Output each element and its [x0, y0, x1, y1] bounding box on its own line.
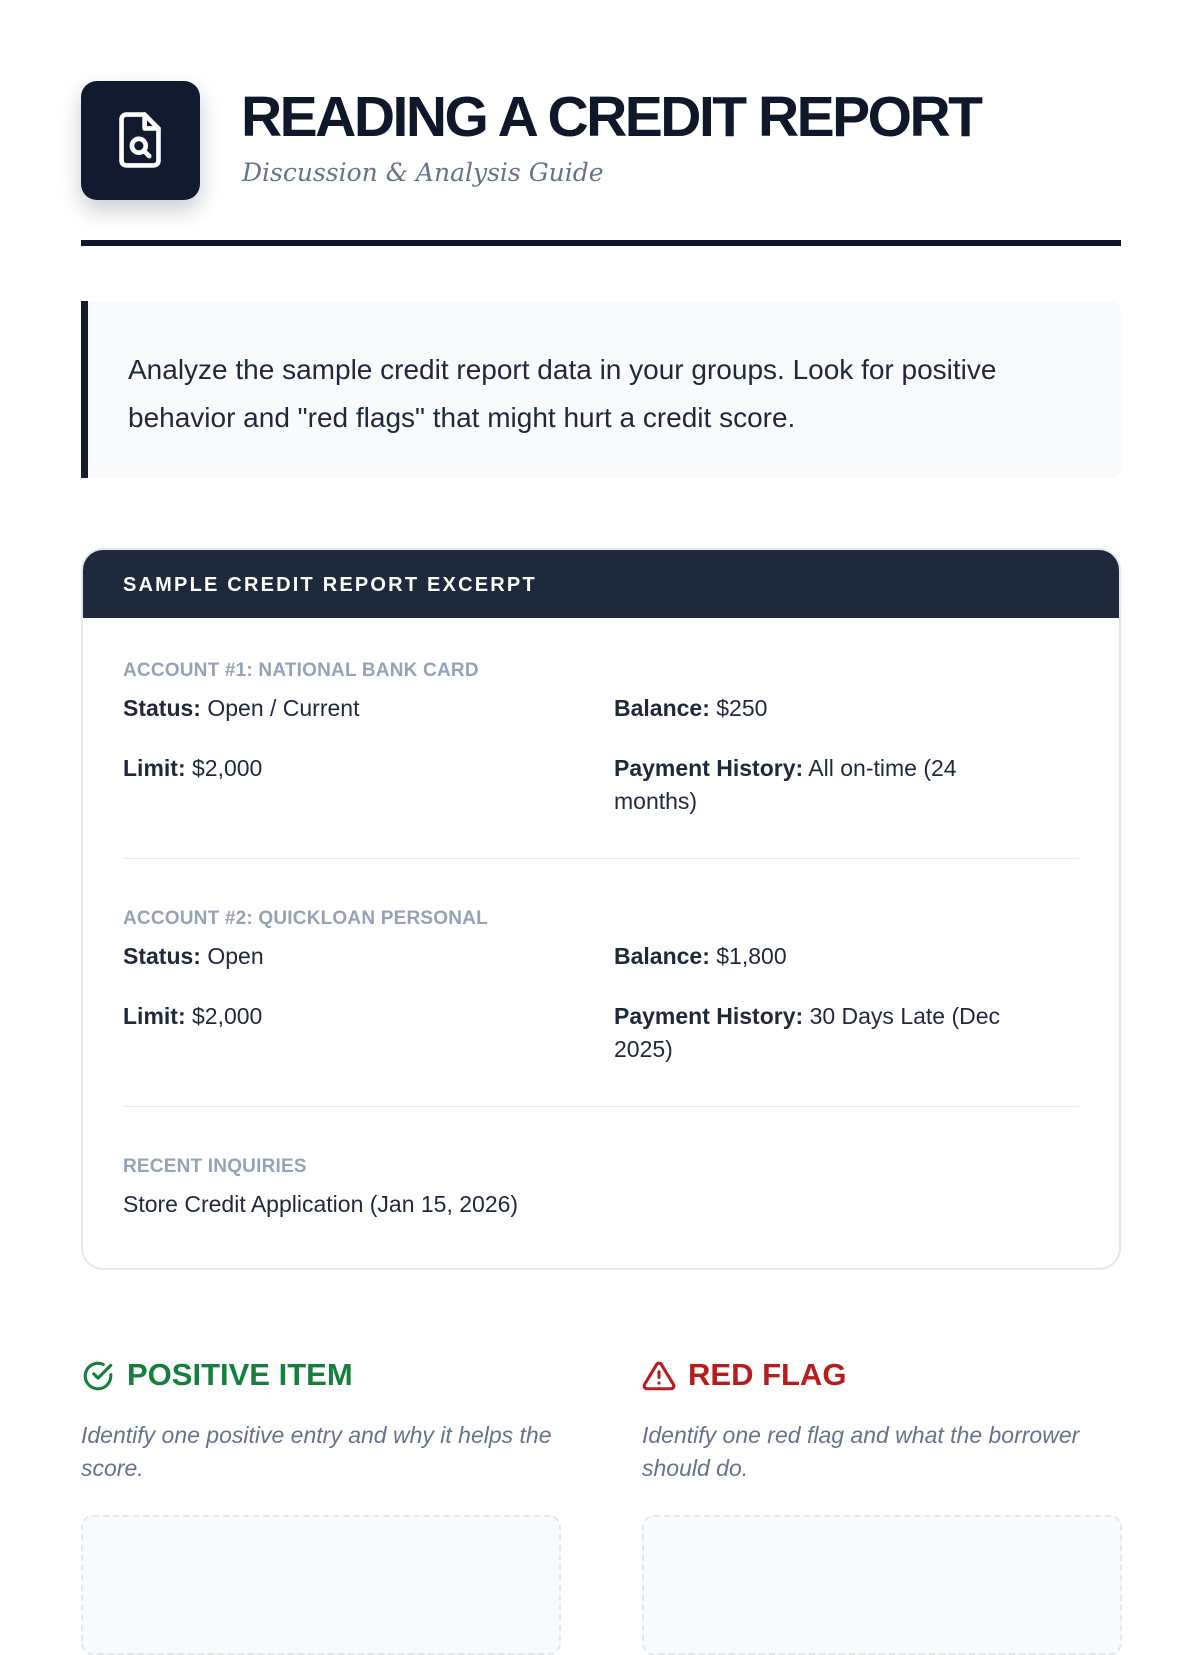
- intro-callout: [81, 301, 1121, 478]
- document-search-icon: [81, 81, 200, 200]
- page-subtitle: Discussion & Analysis Guide: [242, 158, 604, 187]
- intro-text: Analyze the sample credit report data in your groups. Look for positive behavior and "red flags" that might hurt a credit score.: [128, 354, 997, 433]
- red-flag-answer-box[interactable]: [642, 1515, 1122, 1655]
- account-label: ACCOUNT #1: NATIONAL BANK CARD: [123, 660, 479, 681]
- red-flag-title: RED FLAG: [688, 1357, 847, 1392]
- page-header: [81, 81, 1121, 201]
- inquiries-section: [123, 1156, 1079, 1236]
- report-header: [83, 550, 1119, 618]
- account-label: ACCOUNT #2: QUICKLOAN PERSONAL: [123, 908, 488, 929]
- account-balance: Balance: $1,800: [614, 943, 787, 969]
- positive-item-title: POSITIVE ITEM: [127, 1357, 353, 1392]
- warning-triangle-icon: [642, 1359, 676, 1393]
- account-section-1: [123, 660, 1079, 860]
- account-status: Status: Open: [123, 943, 264, 969]
- inquiry-item: Store Credit Application (Jan 15, 2026): [123, 1191, 519, 1217]
- account-limit: Limit: $2,000: [123, 755, 263, 781]
- positive-item-description: Identify one positive entry and why it helps the score.: [81, 1422, 552, 1481]
- account-payment-history: Payment History: 30 Days Late (Dec 2025): [614, 1003, 1001, 1062]
- positive-answer-box[interactable]: [81, 1515, 561, 1655]
- credit-report-card: [81, 548, 1121, 1270]
- section-divider: [123, 1106, 1079, 1107]
- page-title: READING A CREDIT REPORT: [241, 85, 981, 149]
- red-flag-description: Identify one red flag and what the borrower should do.: [642, 1422, 1080, 1481]
- report-header-label: SAMPLE CREDIT REPORT EXCERPT: [123, 574, 537, 596]
- account-section-2: [123, 908, 1079, 1108]
- account-payment-history: Payment History: All on-time (24 months): [614, 755, 957, 814]
- account-balance: Balance: $250: [614, 695, 768, 721]
- account-limit: Limit: $2,000: [123, 1003, 263, 1029]
- account-status: Status: Open / Current: [123, 695, 360, 721]
- header-divider: [81, 240, 1121, 246]
- section-divider: [123, 858, 1079, 859]
- check-circle-icon: [81, 1359, 115, 1393]
- inquiries-label: RECENT INQUIRIES: [123, 1156, 307, 1177]
